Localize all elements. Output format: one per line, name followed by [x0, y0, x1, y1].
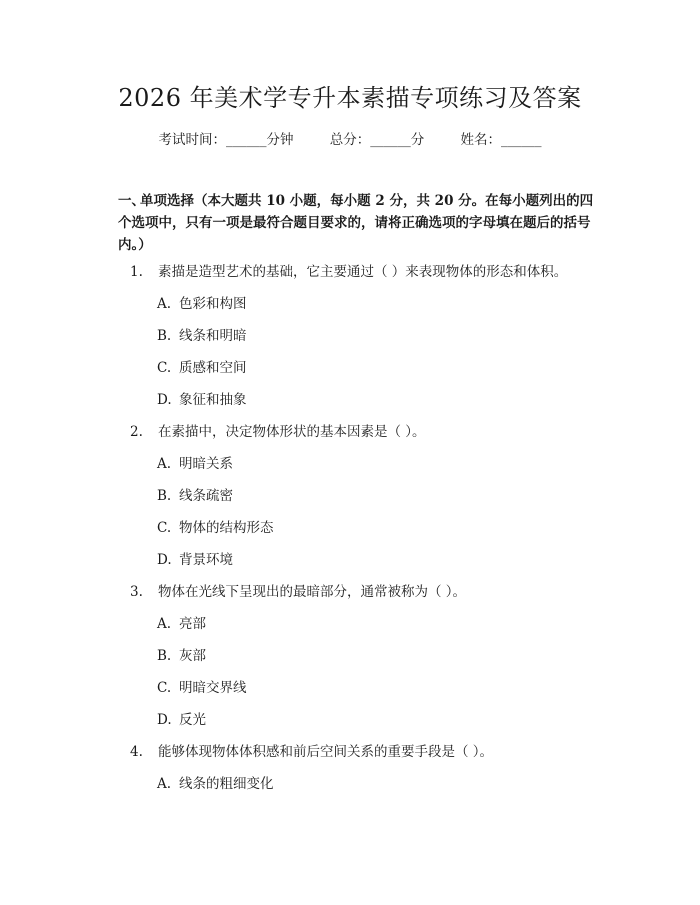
option-2d — [157, 550, 233, 570]
option-1b — [157, 326, 247, 346]
option-3c — [157, 678, 247, 698]
option-2a — [157, 454, 233, 474]
question-number: 3. — [130, 584, 143, 600]
option-letter: D. — [157, 552, 172, 568]
question-4 — [130, 742, 493, 762]
exam-time-label: 考试时间：______分钟 — [158, 132, 294, 148]
option-3b — [157, 646, 206, 666]
option-letter: D. — [157, 392, 172, 408]
option-text: 亮部 — [179, 616, 206, 632]
option-text: 线条和明暗 — [179, 328, 247, 344]
option-letter: A. — [157, 616, 172, 632]
question-number: 1. — [130, 264, 143, 280]
option-2b — [157, 486, 233, 506]
option-text: 明暗交界线 — [179, 680, 247, 696]
option-text: 灰部 — [179, 648, 206, 664]
total-score-label: 总分：______分 — [329, 132, 425, 148]
option-letter: B. — [157, 328, 172, 344]
option-letter: C. — [157, 360, 172, 376]
question-text: 素描是造型艺术的基础，它主要通过（ ）来表现物体的形态和体积。 — [158, 264, 568, 280]
question-text: 在素描中，决定物体形状的基本因素是（ ）。 — [158, 424, 426, 440]
option-letter: B. — [157, 488, 172, 504]
option-1c — [157, 358, 247, 378]
option-letter: B. — [157, 648, 172, 664]
option-3d — [157, 710, 206, 730]
section-number: 一、 — [118, 193, 145, 209]
question-number: 2. — [130, 424, 143, 440]
question-1 — [130, 262, 567, 282]
option-letter: A. — [157, 456, 172, 472]
option-text: 线条的粗细变化 — [179, 776, 274, 792]
option-letter: C. — [157, 520, 172, 536]
question-text: 能够体现物体体积感和前后空间关系的重要手段是（ ）。 — [158, 744, 494, 760]
option-letter: C. — [157, 680, 172, 696]
option-text: 质感和空间 — [179, 360, 247, 376]
option-1d — [157, 390, 247, 410]
option-letter: A. — [157, 776, 172, 792]
option-text: 物体的结构形态 — [179, 520, 274, 536]
option-2c — [157, 518, 274, 538]
option-text: 明暗关系 — [179, 456, 233, 472]
option-letter: A. — [157, 296, 172, 312]
option-text: 色彩和构图 — [179, 296, 247, 312]
option-letter: D. — [157, 712, 172, 728]
question-number: 4. — [130, 744, 143, 760]
exam-meta — [0, 130, 700, 150]
option-text: 背景环境 — [179, 552, 233, 568]
page-title: 2026 年美术学专升本素描专项练习及答案 — [118, 84, 582, 112]
section-heading — [118, 190, 598, 256]
option-1a — [157, 294, 247, 314]
option-3a — [157, 614, 206, 634]
question-2 — [130, 422, 426, 442]
option-text: 象征和抽象 — [179, 392, 247, 408]
option-4a — [157, 774, 274, 794]
question-text: 物体在光线下呈现出的最暗部分，通常被称为（ ）。 — [158, 584, 467, 600]
option-text: 线条疏密 — [179, 488, 233, 504]
name-label: 姓名：______ — [460, 132, 542, 148]
option-text: 反光 — [179, 712, 206, 728]
section-instructions: 单项选择（本大题共 10 小题，每小题 2 分，共 20 分。在每小题列出的四个选项中，只有一项是最符合题目要求的，请将正确选项的字母填在题后的括号内。） — [118, 193, 594, 253]
question-3 — [130, 582, 466, 602]
